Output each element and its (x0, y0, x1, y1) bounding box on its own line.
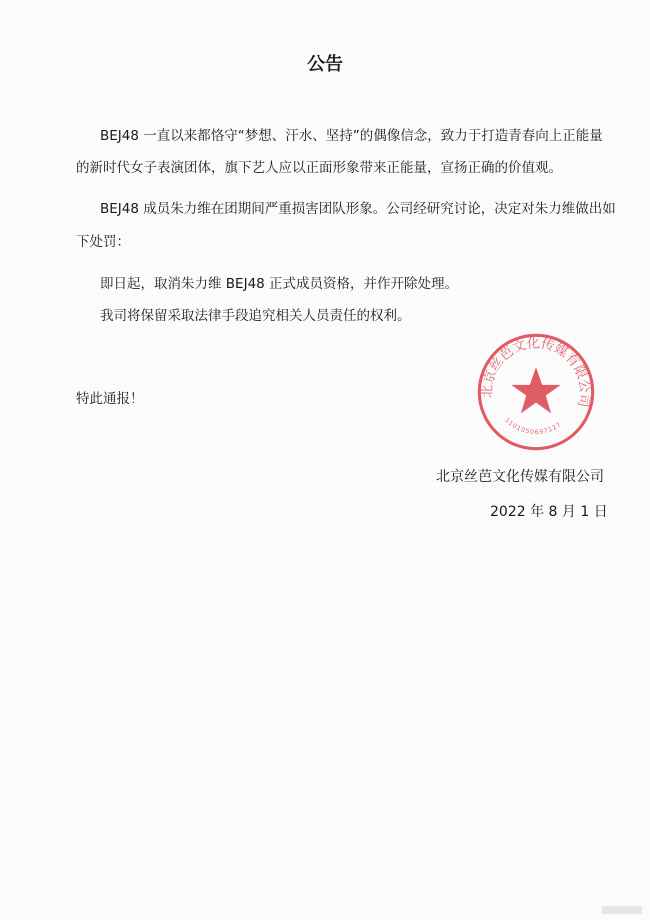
closing-text: 特此通报！ (76, 391, 144, 407)
paragraph-line: 即日起，取消朱力维 BEJ48 正式成员资格，并作开除处理。 (100, 276, 459, 292)
date: 2022 年 8 月 1 日 (490, 504, 608, 520)
paragraph-line: 我司将保留采取法律手段追究相关人员责任的权利。 (100, 308, 411, 324)
svg-text:1101050697127: 1101050697127 (503, 416, 564, 437)
company-seal (474, 330, 598, 454)
paragraph-line: BEJ48 成员朱力维在团期间严重损害团队形象。公司经研究讨论，决定对朱力维做出如 (100, 201, 616, 217)
company-name: 北京丝芭文化传媒有限公司 (436, 469, 604, 485)
paragraph-line: 的新时代女子表演团体，旗下艺人应以正面形象带来正能量，宣扬正确的价值观。 (76, 160, 562, 176)
svg-text:北京丝芭文化传媒有限公司: 北京丝芭文化传媒有限公司 (480, 336, 592, 409)
watermark (602, 906, 642, 914)
paragraph-line: 下处罚： (76, 234, 130, 250)
paragraph-line: BEJ48 一直以来都恪守“梦想、汗水、坚持”的偶像信念，致力于打造青春向上正能量 (100, 128, 603, 144)
page-title: 公告 (307, 54, 343, 75)
